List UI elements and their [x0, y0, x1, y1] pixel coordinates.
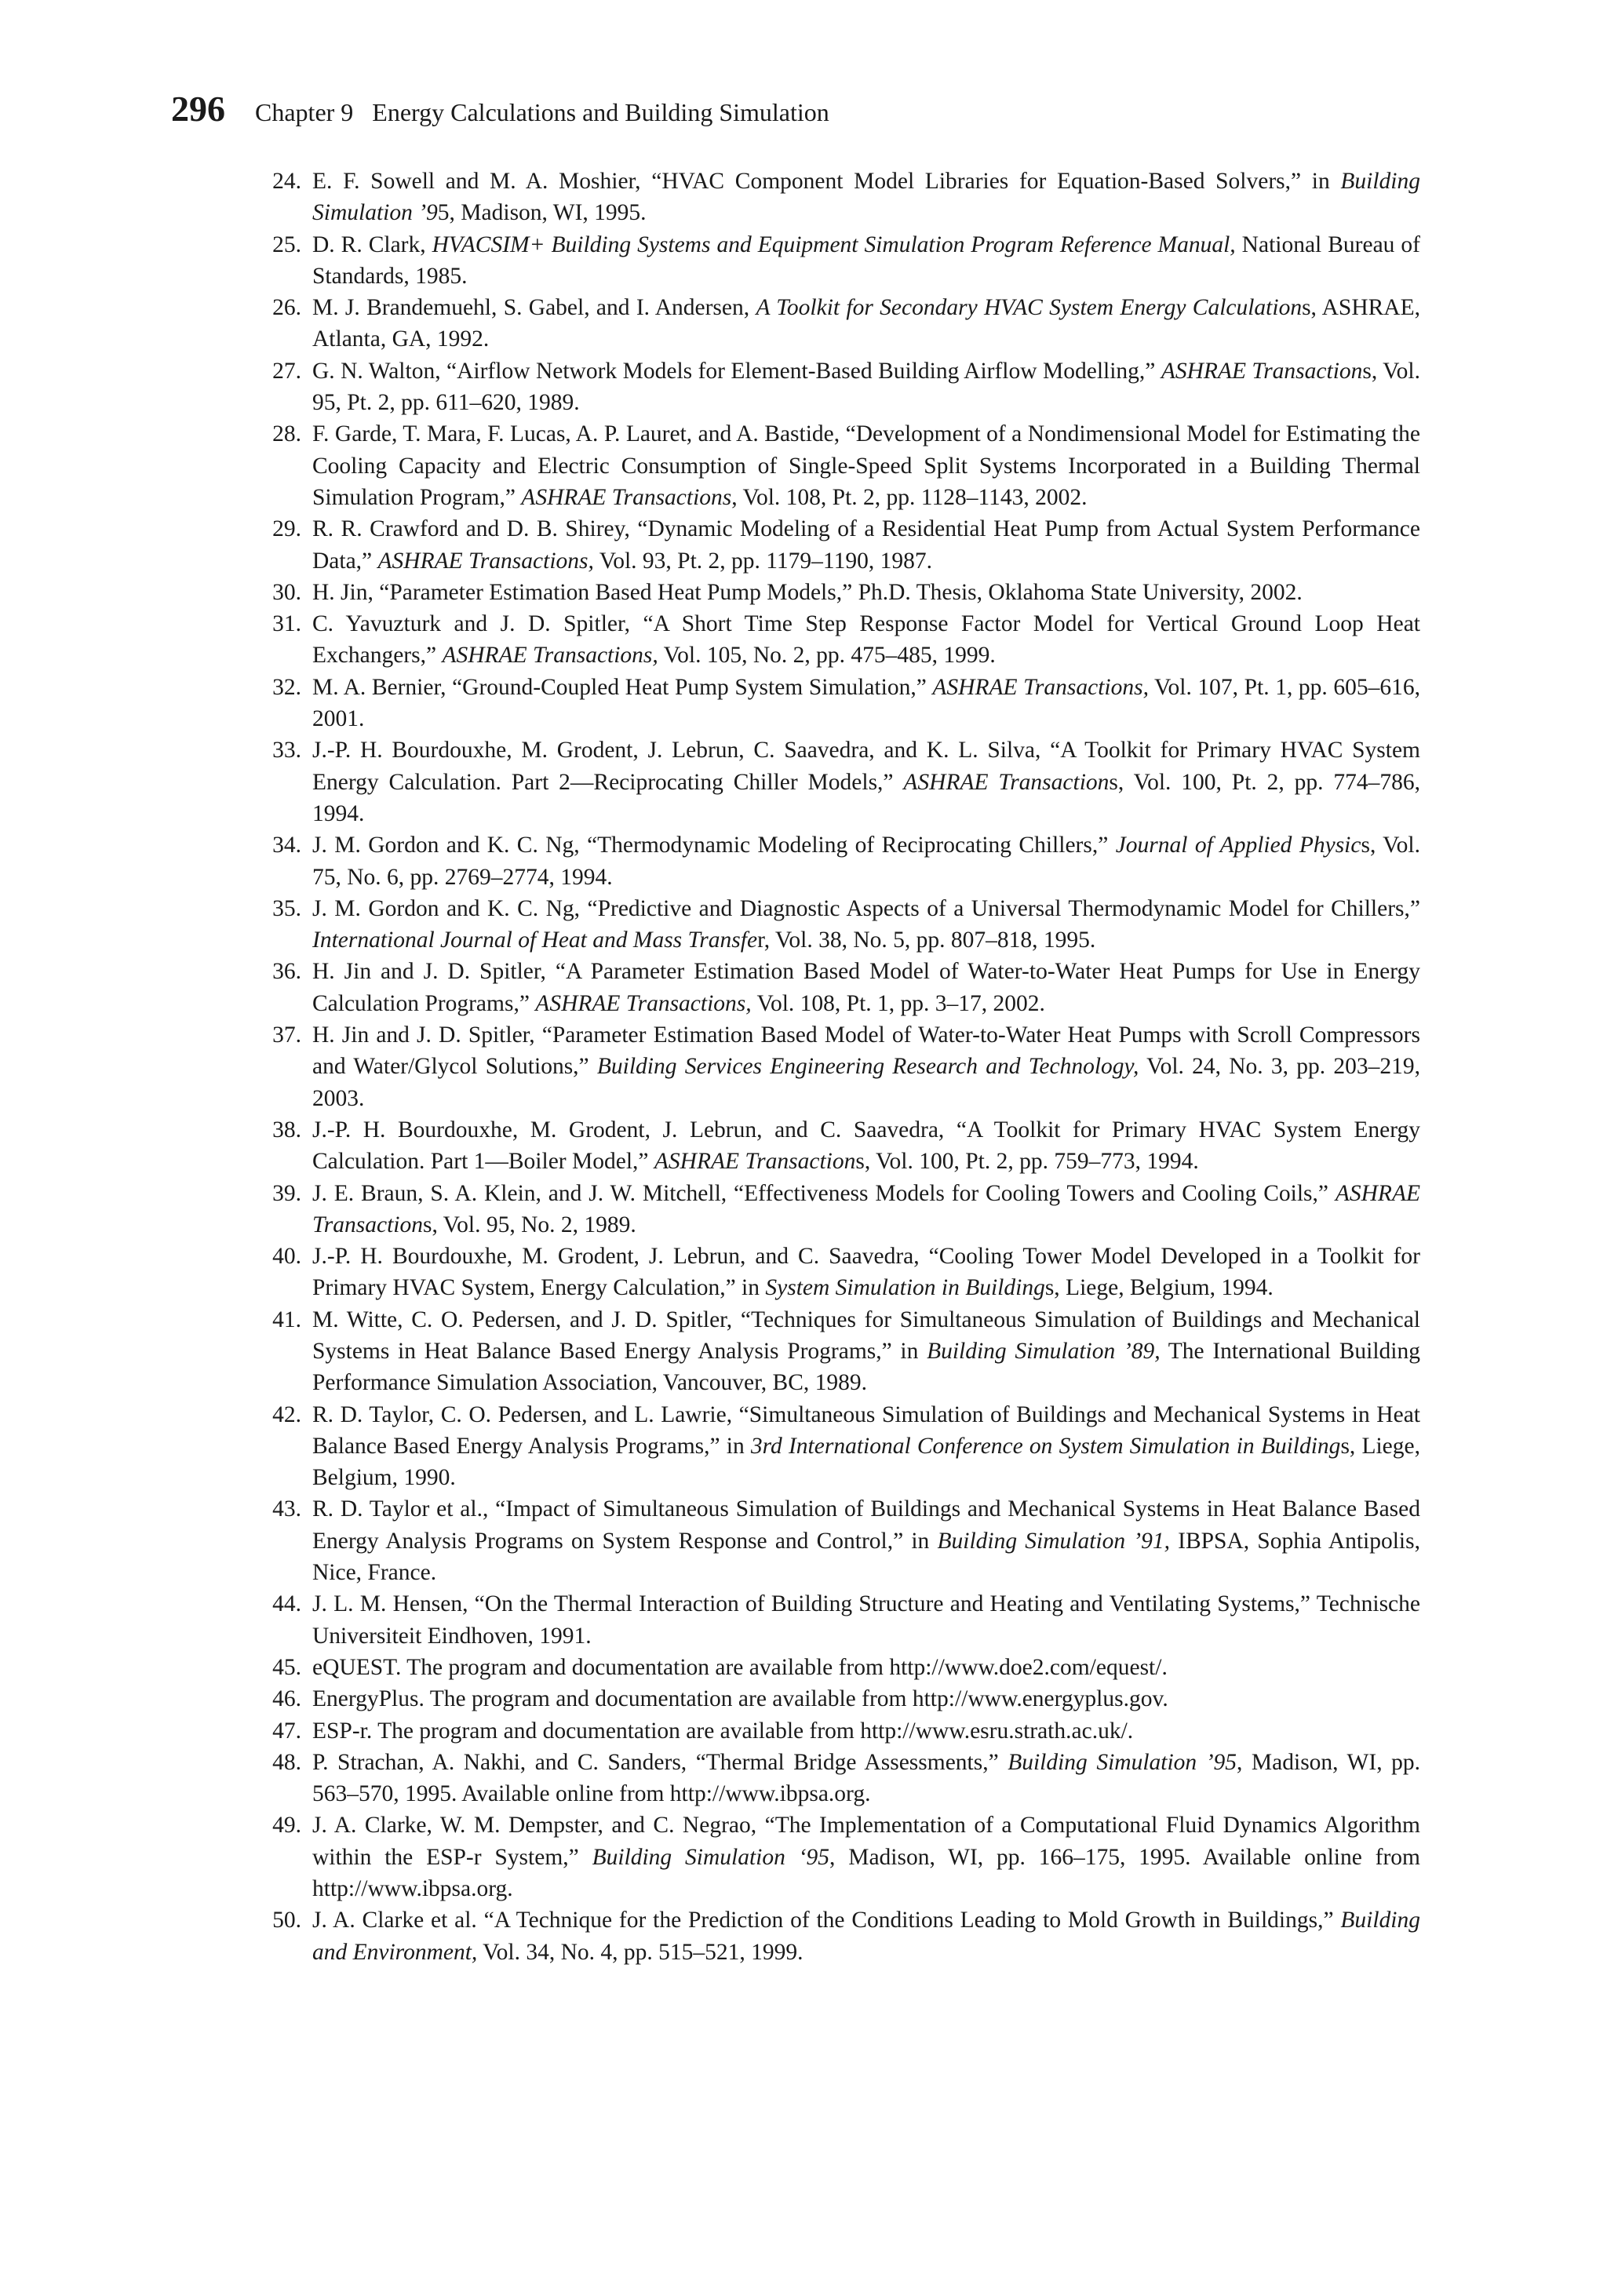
- reference-text: [312, 1496, 1420, 1585]
- reference-text: [312, 295, 1420, 352]
- reference-text-run: Vol. 107, Pt. 1, pp. 605–616, 2001.: [312, 674, 1420, 732]
- reference-text-run: s, Vol. 100, Pt. 2, pp. 759–773, 1994.: [855, 1149, 1199, 1175]
- reference-text-run: ESP-r. The program and documentation are available from http://www.esru.strath.ac.uk/.: [312, 1718, 1134, 1744]
- reference-number: 49.: [272, 1813, 301, 1839]
- reference-item: [272, 1809, 1420, 1904]
- reference-text-run: J.-P. H. Bourdouxhe, M. Grodent, J. Lebrun, and C. Saavedra, “Cooling Tower Model Developed in a Toolkit for Primary HVAC System, Energy Calculation,” in: [312, 1244, 1420, 1301]
- reference-text: [312, 833, 1420, 889]
- reference-text-run: R. D. Taylor et al., “Impact of Simultaneous Simulation of Buildings and Mechanical Systems in Heat Balance Based Energy Analysis Programs on System Response and Control,” in: [312, 1496, 1420, 1554]
- reference-item: [272, 829, 1421, 893]
- reference-text: [312, 359, 1420, 415]
- reference-number: 42.: [272, 1401, 301, 1427]
- reference-item: [272, 608, 1420, 672]
- reference-text: [312, 1655, 1168, 1680]
- reference-text-run: s, ASHRAE, Atlanta, GA, 1992.: [312, 295, 1421, 352]
- reference-number: 30.: [272, 579, 301, 605]
- reference-text: [312, 738, 1420, 826]
- reference-text: [312, 232, 1420, 289]
- reference-number: 28.: [272, 421, 301, 447]
- reference-number: 32.: [272, 674, 301, 700]
- reference-text: [312, 1686, 1168, 1711]
- reference-number: 34.: [272, 833, 301, 858]
- reference-source-title: Building Simulation ’9: [312, 169, 1420, 226]
- reference-source-title: Building and Environment,: [312, 1908, 1420, 1965]
- reference-text-run: s, Vol. 95, Pt. 2, pp. 611–620, 1989.: [312, 358, 1420, 416]
- reference-text: [312, 516, 1420, 573]
- reference-text: [312, 959, 1420, 1015]
- reference-item: [272, 1304, 1420, 1399]
- reference-source-title: ASHRAE Transactions,: [932, 674, 1149, 700]
- reference-text: [312, 1244, 1420, 1300]
- reference-number: 26.: [272, 295, 301, 321]
- reference-text-run: Vol. 108, Pt. 1, pp. 3–17, 2002.: [751, 990, 1045, 1016]
- running-head: [171, 88, 829, 129]
- reference-text-run: IBPSA, Sophia Antipolis, Nice, France.: [312, 1528, 1420, 1586]
- reference-text-run: 5, Madison, WI, 1995.: [437, 200, 647, 226]
- reference-item: [272, 1652, 1420, 1683]
- reference-text: [312, 611, 1420, 668]
- reference-source-title: ASHRAE Transaction: [312, 1180, 1420, 1237]
- reference-text-run: H. Jin, “Parameter Estimation Based Heat Pump Models,” Ph.D. Thesis, Oklahoma State University, 2002.: [312, 579, 1303, 605]
- reference-number: 33.: [272, 738, 301, 764]
- reference-text-run: , Madison, WI, pp. 166–175, 1995. Available online from http://www.ibpsa.org.: [312, 1844, 1420, 1902]
- reference-text-run: C. Yavuzturk and J. D. Spitler, “A Short Time Step Response Factor Model for Vertical Ground Loop Heat Exchangers,”: [312, 611, 1420, 669]
- reference-text-run: eQUEST. The program and documentation are available from http://www.doe2.com/equest/.: [312, 1654, 1168, 1680]
- reference-text-run: , Madison, WI, pp. 563–570, 1995. Available online from http://www.ibpsa.org.: [312, 1749, 1420, 1807]
- reference-item: [272, 166, 1420, 229]
- reference-item: [272, 672, 1420, 735]
- reference-item: [272, 1683, 1420, 1715]
- reference-text: [312, 1718, 1133, 1744]
- reference-text-run: s, Vol. 100, Pt. 2, pp. 774–786, 1994.: [312, 769, 1421, 826]
- reference-number: 40.: [272, 1244, 301, 1270]
- reference-text-run: s, Liege, Belgium, 1994.: [1044, 1275, 1274, 1301]
- reference-item: [272, 577, 1420, 608]
- reference-number: 45.: [272, 1654, 301, 1680]
- reference-text-run: J. M. Gordon and K. C. Ng, “Predictive and Diagnostic Aspects of a Universal Thermodynamic Model for Chillers,”: [312, 895, 1420, 921]
- reference-number: 46.: [272, 1686, 301, 1712]
- reference-item: [272, 418, 1420, 513]
- reference-text-run: R. D. Taylor, C. O. Pedersen, and L. Lawrie, “Simultaneous Simulation of Buildings and Mechanical Systems in Heat Balance Based Energy Analysis Programs,” in: [312, 1401, 1420, 1459]
- reference-source-title: System Simulation in Building: [765, 1275, 1045, 1301]
- reference-text-run: National Bureau of Standards, 1985.: [312, 231, 1420, 289]
- reference-number: 31.: [272, 611, 301, 637]
- reference-item: [272, 1747, 1420, 1810]
- reference-text-run: J. M. Gordon and K. C. Ng, “Thermodynamic Modeling of Reciprocating Chillers,”: [312, 833, 1116, 858]
- reference-text-run: P. Strachan, A. Nakhi, and C. Sanders, “Thermal Bridge Assessments,”: [312, 1749, 1008, 1775]
- reference-source-title: Building Simulation ’89,: [927, 1338, 1161, 1364]
- reference-item: [272, 1715, 1420, 1747]
- reference-item: [272, 1178, 1420, 1241]
- reference-text-run: H. Jin and J. D. Spitler, “A Parameter Estimation Based Model of Water-to-Water Heat Pumps for Use in Energy Calculation Programs,”: [312, 959, 1420, 1016]
- reference-text-run: r, Vol. 38, No. 5, pp. 807–818, 1995.: [757, 928, 1096, 953]
- reference-text: [312, 169, 1420, 225]
- reference-source-title: Journal of Applied Physic: [1115, 833, 1361, 858]
- reference-source-title: Building Services Engineering Research and Technology,: [596, 1054, 1139, 1080]
- reference-text-run: J. A. Clarke et al. “A Technique for the Prediction of the Conditions Leading to Mold Growth in Buildings,”: [312, 1908, 1341, 1933]
- reference-item: [272, 1493, 1420, 1588]
- reference-number: 44.: [272, 1591, 301, 1617]
- reference-source-title: ASHRAE Transactions,: [377, 548, 594, 574]
- reference-text: [312, 1402, 1420, 1491]
- reference-item: [272, 1588, 1420, 1652]
- reference-text-run: J. A. Clarke, W. M. Dempster, and C. Negrao, “The Implementation of a Computational Fluid Dynamics Algorithm within the ESP-r System,”: [312, 1813, 1420, 1870]
- reference-text: [312, 1181, 1420, 1237]
- reference-text: [312, 675, 1420, 731]
- reference-text-run: Vol. 105, No. 2, pp. 475–485, 1999.: [658, 643, 996, 669]
- reference-source-title: ASHRAE Transaction: [903, 769, 1110, 795]
- reference-source-title: ASHRAE Transactions: [521, 484, 732, 510]
- reference-text-run: G. N. Walton, “Airflow Network Models for Element-Based Building Airflow Modelling,”: [312, 358, 1161, 384]
- reference-text-run: Vol. 34, No. 4, pp. 515–521, 1999.: [477, 1939, 804, 1965]
- reference-text-run: E. F. Sowell and M. A. Moshier, “HVAC Component Model Libraries for Equation-Based Solvers,” in: [312, 169, 1341, 194]
- reference-text-run: Vol. 93, Pt. 2, pp. 1179–1190, 1987.: [593, 548, 932, 574]
- reference-text-run: F. Garde, T. Mara, F. Lucas, A. P. Lauret, and A. Bastide, “Development of a Nondimensional Model for Estimating the Cooling Capacity and Electric Consumption of Single-Speed Split Systems Incorporated in a Building Thermal Simulation Program,”: [312, 421, 1420, 510]
- reference-text-run: J.-P. H. Bourdouxhe, M. Grodent, J. Lebrun, and C. Saavedra, “A Toolkit for Primary HVAC System Energy Calculation. Part 1—Boiler Model,”: [312, 1117, 1420, 1175]
- reference-number: 38.: [272, 1117, 301, 1143]
- reference-text: [312, 896, 1420, 953]
- reference-number: 41.: [272, 1307, 301, 1332]
- reference-source-title: 3rd International Conference on System Simulation in Building: [750, 1433, 1341, 1459]
- reference-text-run: s, Vol. 75, No. 6, pp. 2769–2774, 1994.: [312, 833, 1421, 890]
- reference-text-run: EnergyPlus. The program and documentation are available from http://www.energyplus.gov.: [312, 1686, 1168, 1712]
- reference-item: [272, 1399, 1420, 1494]
- reference-item: [272, 1241, 1420, 1304]
- reference-source-title: Building Simulation ’91,: [937, 1528, 1170, 1554]
- chapter-title: Chapter 9 Energy Calculations and Building Simulation: [255, 98, 829, 126]
- reference-text: [312, 1117, 1420, 1174]
- reference-text-run: s, Vol. 95, No. 2, 1989.: [422, 1212, 636, 1237]
- reference-text-run: s, Liege, Belgium, 1990.: [312, 1433, 1420, 1491]
- reference-text-run: M. J. Brandemuehl, S. Gabel, and I. Andersen,: [312, 295, 756, 321]
- reference-item: [272, 1019, 1420, 1114]
- reference-text-run: , Vol. 108, Pt. 2, pp. 1128–1143, 2002.: [731, 484, 1088, 510]
- reference-item: [272, 893, 1420, 957]
- reference-text-run: J. E. Braun, S. A. Klein, and J. W. Mitchell, “Effectiveness Models for Cooling Towers and Cooling Coils,”: [312, 1180, 1336, 1206]
- reference-text-run: The International Building Performance Simulation Association, Vancouver, BC, 1989.: [312, 1338, 1420, 1396]
- reference-item: [272, 1114, 1420, 1178]
- reference-text: [312, 1813, 1420, 1901]
- reference-list: [272, 166, 1421, 1968]
- reference-text-run: H. Jin and J. D. Spitler, “Parameter Estimation Based Model of Water-to-Water Heat Pumps with Scroll Compressors and Water/Glycol Solutions,”: [312, 1022, 1420, 1080]
- page-number: 296: [171, 89, 225, 129]
- reference-number: 35.: [272, 895, 301, 921]
- reference-source-title: HVACSIM+ Building Systems and Equipment Simulation Program Reference Manual,: [432, 231, 1236, 257]
- reference-source-title: ASHRAE Transactions,: [442, 643, 658, 669]
- reference-text: [312, 1908, 1420, 1964]
- reference-number: 43.: [272, 1496, 301, 1522]
- reference-number: 29.: [272, 516, 301, 542]
- reference-item: [272, 956, 1420, 1019]
- reference-number: 27.: [272, 358, 301, 384]
- reference-source-title: ASHRAE Transaction: [654, 1149, 856, 1175]
- reference-number: 25.: [272, 231, 301, 257]
- reference-number: 24.: [272, 169, 301, 194]
- reference-number: 39.: [272, 1180, 301, 1206]
- reference-source-title: Building Simulation ‘95: [592, 1844, 830, 1870]
- reference-text: [312, 1022, 1420, 1111]
- reference-text-run: Vol. 24, No. 3, pp. 203–219, 2003.: [312, 1054, 1420, 1111]
- reference-source-title: International Journal of Heat and Mass Transfe: [312, 928, 758, 953]
- reference-source-title: ASHRAE Transactions,: [535, 990, 752, 1016]
- reference-item: [272, 229, 1420, 293]
- reference-text-run: D. R. Clark,: [312, 231, 432, 257]
- reference-number: 50.: [272, 1908, 301, 1933]
- reference-text-run: J.-P. H. Bourdouxhe, M. Grodent, J. Lebrun, C. Saavedra, and K. L. Silva, “A Toolkit for Primary HVAC System Energy Calculation. Part 2—Reciprocating Chiller Models,”: [312, 738, 1420, 795]
- reference-source-title: Building Simulation ’95: [1008, 1749, 1237, 1775]
- reference-item: [272, 292, 1421, 355]
- reference-text: [312, 421, 1420, 510]
- reference-text-run: R. R. Crawford and D. B. Shirey, “Dynamic Modeling of a Residential Heat Pump from Actual System Performance Data,”: [312, 516, 1420, 574]
- reference-item: [272, 513, 1420, 577]
- reference-item: [272, 1904, 1420, 1968]
- reference-text-run: M. A. Bernier, “Ground-Coupled Heat Pump System Simulation,”: [312, 674, 933, 700]
- reference-number: 37.: [272, 1022, 301, 1048]
- reference-text: [312, 1591, 1420, 1648]
- reference-item: [272, 734, 1421, 829]
- reference-text-run: J. L. M. Hensen, “On the Thermal Interaction of Building Structure and Heating and Ventilating Systems,” Technische Universiteit Eindhoven, 1991.: [312, 1591, 1420, 1649]
- reference-source-title: ASHRAE Transaction: [1161, 358, 1363, 384]
- reference-number: 36.: [272, 959, 301, 985]
- reference-item: [272, 355, 1420, 419]
- reference-text: [312, 1307, 1420, 1396]
- reference-text-run: M. Witte, C. O. Pedersen, and J. D. Spitler, “Techniques for Simultaneous Simulation of Buildings and Mechanical Systems in Heat Balance Based Energy Analysis Programs,” in: [312, 1307, 1420, 1364]
- reference-number: 48.: [272, 1749, 301, 1775]
- reference-source-title: A Toolkit for Secondary HVAC System Energy Calculation: [756, 295, 1303, 321]
- reference-number: 47.: [272, 1718, 301, 1744]
- reference-text: [312, 580, 1303, 605]
- reference-text: [312, 1750, 1420, 1806]
